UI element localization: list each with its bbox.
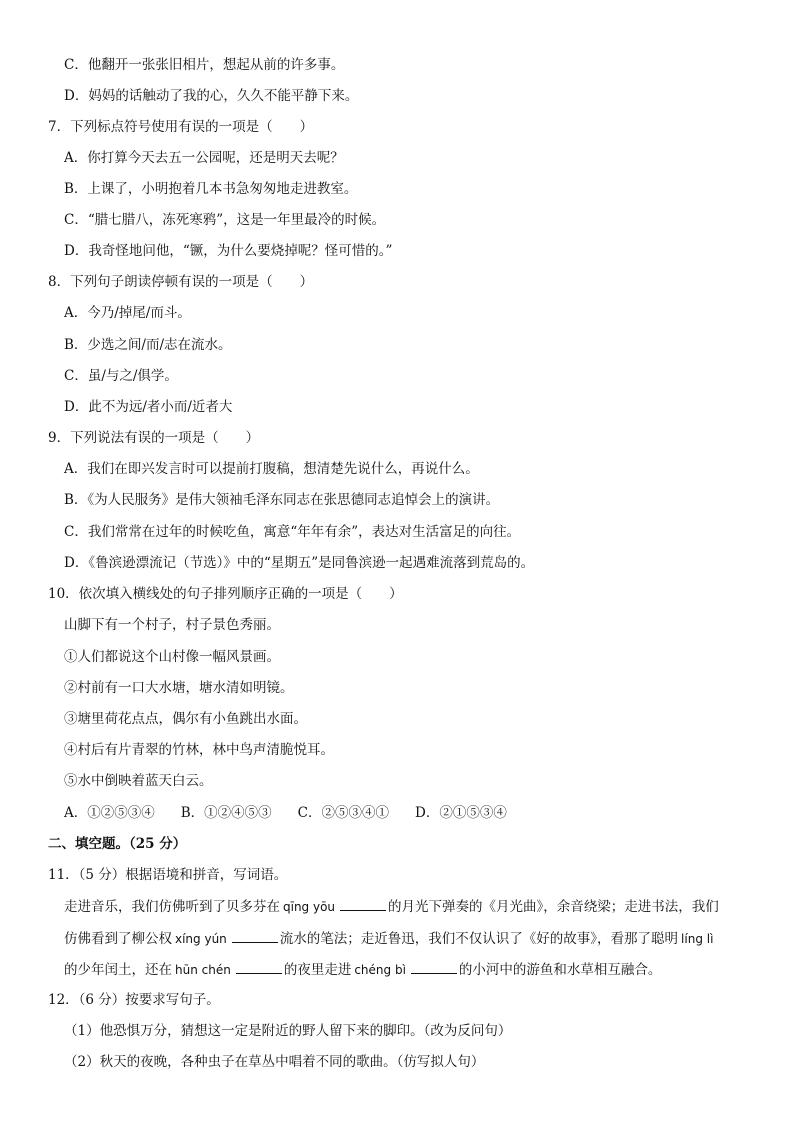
q9-option-d: D．《鲁滨逊漂流记（节选）》中的“星期五”是同鲁滨逊一起遇难流落到荒岛的。 <box>64 555 535 571</box>
q9-option-c: C．我们常常在过年的时候吃鱼，寓意“年年有余”，表达对生活富足的向往。 <box>64 524 521 540</box>
q9-option-a: A．我们在即兴发言时可以提前打腹稿，想清楚先说什么，再说什么。 <box>64 461 479 477</box>
q8-option-a: A．今乃/掉尾/而斗。 <box>64 305 191 321</box>
q10-sentence-2: ②村前有一口大水塘，塘水清如明镜。 <box>64 680 294 696</box>
q11-line-2 <box>64 929 716 948</box>
q11-pinyin-1: qīng yōu <box>283 900 336 914</box>
q7-option-a: A．你打算今天去五一公园呢，还是明天去呢？ <box>64 150 344 166</box>
q10-sentence-3: ③塘里荷花点点，偶尔有小鱼跳出水面。 <box>64 711 307 727</box>
q10-options <box>64 804 533 822</box>
q11-pinyin-4: hūn chén <box>175 963 231 977</box>
q11-pinyin-3: líng lì <box>681 932 714 946</box>
q11-text-2a: 仿佛看到了柳公权 <box>64 931 172 947</box>
q11-pinyin-2: xíng yún <box>175 932 227 946</box>
q9-stem: 9．下列说法有误的一项是（ ） <box>48 430 260 446</box>
q10-sentence-5: ⑤水中倒映着蓝天白云。 <box>64 773 213 789</box>
q10-option-d: D．②①⑤③④ <box>415 805 507 821</box>
q10-stem: 10．依次填入横线处的句子排列顺序正确的一项是（ ） <box>48 586 403 602</box>
q10-option-c: C．②⑤③④① <box>297 805 390 821</box>
q12-sub-1: （1）他恐惧万分，猜想这一定是附近的野人留下来的脚印。（改为反问句） <box>64 1023 512 1039</box>
q8-stem: 8．下列句子朗读停顿有误的一项是（ ） <box>48 274 314 290</box>
q6-option-c: C．他翻开一张张旧相片，想起从前的许多事。 <box>64 57 345 73</box>
q10-option-b: B．①②④⑤③ <box>180 805 272 821</box>
q9-option-b: B．《为人民服务》是伟大领袖毛泽东同志在张思德同志追悼会上的演讲。 <box>64 492 500 508</box>
q11-line-1 <box>64 897 719 916</box>
q8-option-b: B．少选之间/而/志在流水。 <box>64 337 232 353</box>
q10-intro: 山脚下有一个村子，村子景色秀丽。 <box>64 617 280 633</box>
q11-pinyin-5: chéng bì <box>354 963 406 977</box>
q7-stem: 7．下列标点符号使用有误的一项是（ ） <box>48 119 314 135</box>
q11-text-3a: 的少年闰土，还在 <box>64 962 172 978</box>
q11-blank-3[interactable] <box>236 960 282 974</box>
q10-option-a: A．①②⑤③④ <box>64 805 155 821</box>
q12-sub-2: （2）秋天的夜晚，各种虫子在草丛中唱着不同的歌曲。（仿写拟人句） <box>64 1054 485 1070</box>
q10-sentence-4: ④村后有片青翠的竹林，林中鸟声清脆悦耳。 <box>64 742 334 758</box>
q6-option-d: D．妈妈的话触动了我的心，久久不能平静下来。 <box>64 88 359 104</box>
q7-option-c: C．“腊七腊八，冻死寒鸦”，这是一年里最冷的时候。 <box>64 212 386 228</box>
q11-text-2b: 流水的笔法；走近鲁迅，我们不仅认识了《好的故事》，看那了聪明 <box>279 931 679 947</box>
q8-option-c: C．虽/与之/俱学。 <box>64 368 178 384</box>
q7-option-d: D．我奇怪地问他，“镢，为什么要烧掉呢？怪可惜的。” <box>64 243 393 259</box>
q11-line-3 <box>64 960 661 979</box>
q10-sentence-1: ①人们都说这个山村像一幅风景画。 <box>64 649 280 665</box>
q11-text-1b: 的月光下弹奏的《月光曲》，余音绕梁；走进书法，我们 <box>388 899 719 915</box>
q7-option-b: B．上课了，小明抱着几本书急匆匆地走进教室。 <box>64 181 358 197</box>
section-2-heading: 二、填空题。（25 分） <box>48 836 187 852</box>
q11-text-1a: 走进音乐，我们仿佛听到了贝多芬在 <box>64 899 280 915</box>
q11-blank-2[interactable] <box>232 929 278 943</box>
q11-blank-4[interactable] <box>411 960 457 974</box>
q11-stem: 11．（5 分）根据语境和拼音，写词语。 <box>48 867 288 883</box>
q11-text-3b: 的夜里走进 <box>283 962 352 978</box>
q8-option-d: D．此不为远/者小而/近者大 <box>64 399 233 415</box>
q12-stem: 12．（6 分）按要求写句子。 <box>48 992 220 1008</box>
q11-text-3c: 的小河中的游鱼和水草相互融合。 <box>458 962 662 978</box>
q11-blank-1[interactable] <box>340 897 386 911</box>
